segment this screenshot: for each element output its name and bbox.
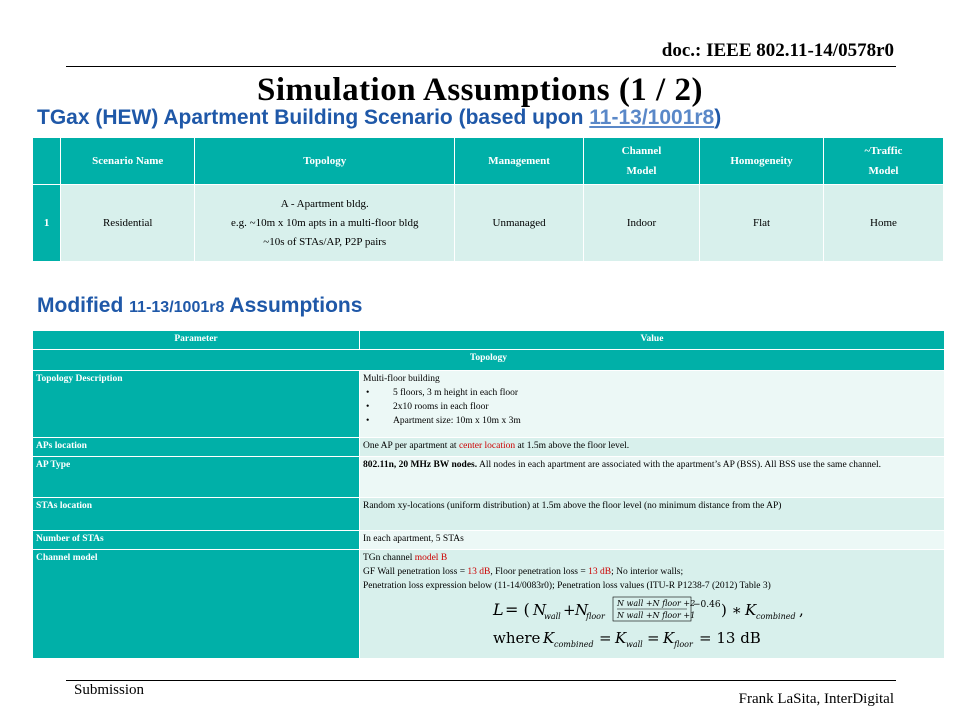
assumptions-table [32,330,945,659]
formula-k-floor: K [663,629,675,647]
param-name: STAs location [33,498,360,531]
param-value: Random xy-locations (uniform distribution) at 1.5m above the floor level (no minimum distance from the AP) [360,498,945,531]
header-traffic-word: ~Traffic [864,145,903,157]
num-header-cell [33,138,61,185]
param-value [360,438,945,457]
topology-bullets [363,386,941,428]
channel-line-1 [363,551,941,565]
formula-k: K [745,601,757,619]
scenario-name: Residential [61,185,195,262]
scenario-management: Unmanaged [455,185,584,262]
scenario-row [33,185,944,262]
topology-intro: Multi-floor building [363,374,440,384]
list-item: • 2x10 rooms in each floor [363,400,941,414]
formula-plus: + [563,601,576,619]
param-header-row [33,331,945,350]
formula-value: = 13 dB [699,629,761,647]
formula-k-combined: K [543,629,555,647]
reference-link[interactable]: 11-13/1001r8 [589,106,715,129]
formula-comma: , [799,601,804,619]
scenario-channel: Indoor [583,185,699,262]
list-item: • Apartment size: 10m x 10m x 3m [363,414,941,428]
formula-equals: = ( [505,600,530,619]
table-row [33,531,945,550]
footer-author: Frank LaSita, InterDigital [738,691,894,707]
table-row [33,550,945,659]
param-name: Topology Description [33,371,360,438]
formula-exponent-top: N wall +N floor +2 [617,599,696,608]
aps-post: at 1.5m above the floor level. [515,441,630,451]
formula-times: ) ∗ [721,601,742,619]
floor-loss-value: 13 dB [588,567,612,577]
header-homogeneity: Homogeneity [700,138,824,185]
formula-k-wall: K [615,629,627,647]
header-channel-word: Channel [621,145,662,157]
formula-where: where [493,629,541,647]
slide-title: Simulation Assumptions (1 / 2) [257,72,703,108]
header-channel-model [583,138,699,185]
scenario-number: 1 [33,185,61,262]
doc-id: doc.: IEEE 802.11-14/0578r0 [661,40,894,61]
scenario-homogeneity: Flat [700,185,824,262]
ap-type-bold: 802.11n, 20 MHz BW nodes. [363,460,478,470]
assumptions-subtitle [37,294,362,318]
channel-line-3: Penetration loss expression below (11-14/0083r0); Penetration loss values (ITU-R P1238-7 (2012) Table 3) [363,581,771,591]
formula-nwall: N [533,601,547,619]
param-name: APs location [33,438,360,457]
interior-walls-text: ; No interior walls; [611,567,684,577]
section-topology: Topology [33,350,945,371]
table-row [33,371,945,438]
wall-loss-text: GF Wall penetration loss = [363,567,468,577]
header-topology: Topology [195,138,455,185]
param-name: AP Type [33,457,360,498]
subtitle-prefix: TGax (HEW) Apartment Building Scenario (based upon [37,106,590,129]
penetration-loss-formula [363,593,923,651]
scenario-header-row [33,138,944,185]
header-management: Management [455,138,584,185]
formula-lhs: L [493,600,504,619]
param-name: Number of STAs [33,531,360,550]
table-row [33,438,945,457]
topology-line: e.g. ~10m x 10m apts in a multi-floor bldg [231,216,419,229]
formula-sub-floor-2: floor [674,640,693,649]
wall-loss-value: 13 dB [467,567,491,577]
formula-sub-combined-2: combined [554,640,594,649]
topology-line: ~10s of STAs/AP, P2P pairs [263,235,387,248]
footer-submission: Submission [74,682,145,698]
footer-divider [66,680,896,681]
formula-eq-3: = [647,629,660,647]
subtitle-suffix: ) [714,106,722,129]
header-model-word: Model [626,165,657,177]
floor-loss-text: , Floor penetration loss = [490,567,589,577]
subtitle2-suffix: Assumptions [224,294,363,317]
aps-pre: One AP per apartment at [363,441,459,451]
formula-minus-b: −0.46 [693,600,721,610]
header-parameter: Parameter [33,331,360,350]
header-traffic-model [823,138,943,185]
formula-nfloor: N [575,601,589,619]
param-value [360,371,945,438]
formula-sub-wall-2: wall [626,640,643,649]
ap-type-rest: All nodes in each apartment are associated with the apartment’s AP (BSS). All BSS use the same channel. [477,460,881,470]
param-value: In each apartment, 5 STAs [360,531,945,550]
formula-sub-combined: combined [756,612,796,621]
subtitle2-prefix: Modified [37,294,130,317]
table-row [33,457,945,498]
formula-sub-wall: wall [544,612,561,621]
header-value: Value [360,331,945,350]
scenario-subtitle [37,106,721,130]
header-traffic-model-word: Model [868,165,899,177]
formula-eq-2: = [599,629,612,647]
formula-exponent-bottom: N wall +N floor +1 [617,611,696,620]
scenario-table [32,137,944,262]
channel-line-2 [363,565,941,579]
header-scenario-name: Scenario Name [61,138,195,185]
channel-line1-text: TGn channel [363,553,415,563]
param-value [360,550,945,659]
aps-highlight: center location [458,441,516,451]
scenario-traffic: Home [823,185,943,262]
section-row [33,350,945,371]
channel-model-highlight: model B [414,553,448,563]
subtitle2-ref: 11-13/1001r8 [129,299,225,316]
list-item: • 5 floors, 3 m height in each floor [363,386,941,400]
scenario-topology [195,185,455,262]
formula-sub-floor: floor [586,612,605,621]
param-name: Channel model [33,550,360,659]
header-divider [66,66,896,67]
table-row [33,498,945,531]
topology-line: A - Apartment bldg. [280,197,369,210]
param-value [360,457,945,498]
